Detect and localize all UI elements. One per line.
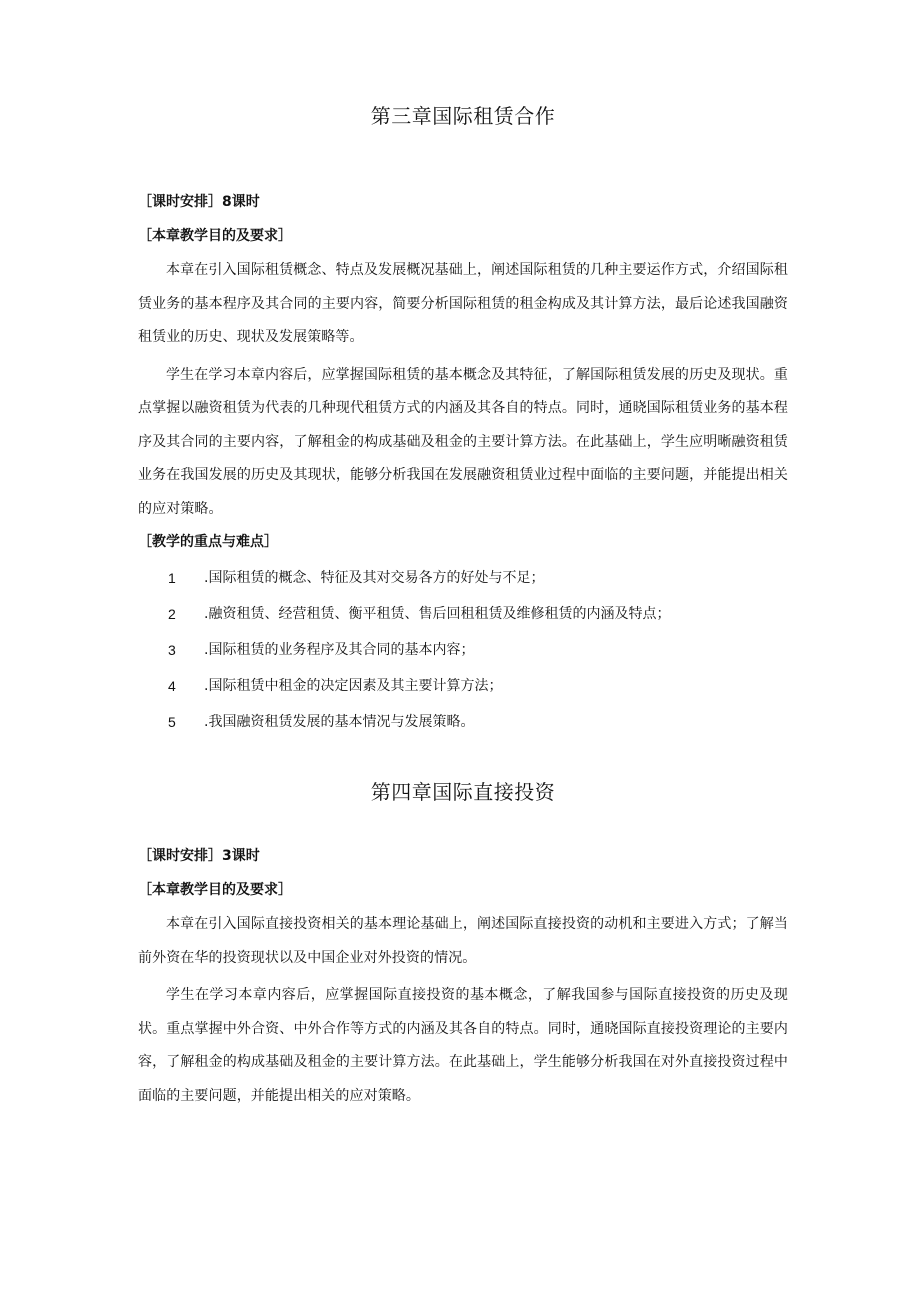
list-item-number: 4 bbox=[168, 678, 176, 694]
chapter-3-paragraph-1: 本章在引入国际租赁概念、特点及发展概况基础上，阐述国际租赁的几种主要运作方式，介绍国际租赁业务的基本程序及其合同的主要内容，简要分析国际租赁的租金构成及其计算方法，最后论述我国融资租赁业的历史、现状及发展策略等。 bbox=[138, 262, 788, 345]
chapter-3-section bbox=[138, 100, 788, 740]
list-item-number: 3 bbox=[168, 642, 176, 658]
chapter-4-paragraph-1: 本章在引入国际直接投资相关的基本理论基础上，阐述国际直接投资的动机和主要进入方式；了解当前外资在华的投资现状以及中国企业对外投资的情况。 bbox=[138, 916, 788, 966]
list-item-number: 2 bbox=[168, 606, 176, 622]
list-item bbox=[138, 704, 788, 740]
chapter-3-objectives-heading: ［本章教学目的及要求］ bbox=[138, 228, 292, 244]
list-item bbox=[138, 632, 788, 668]
schedule-value: 3课时 bbox=[222, 848, 260, 864]
list-item-text: .融资租赁、经营租赁、衡平租赁、售后回租租赁及维修租赁的内涵及特点； bbox=[204, 606, 671, 622]
chapter-3-keypoints-list bbox=[138, 560, 788, 740]
list-item-text: .我国融资租赁发展的基本情况与发展策略。 bbox=[204, 714, 475, 730]
chapter-4-paragraph-2: 学生在学习本章内容后，应掌握国际直接投资的基本概念，了解我国参与国际直接投资的历史及现状。重点掌握中外合资、中外合作等方式的内涵及其各自的特点。同时，通晓国际直接投资理论的主要内容，了解租金的构成基础及租金的主要计算方法。在此基础上，学生能够分析我国在对外直接投资过程中面临的主要问题，并能提出相关的应对策略。 bbox=[138, 987, 788, 1104]
list-item-text: .国际租赁的业务程序及其合同的基本内容； bbox=[204, 642, 475, 658]
schedule-label: ［课时安排］ bbox=[138, 848, 222, 864]
list-item bbox=[138, 560, 788, 596]
list-item-text: .国际租赁的概念、特征及其对交易各方的好处与不足； bbox=[204, 570, 545, 586]
chapter-3-keypoints-heading: ［教学的重点与难点］ bbox=[138, 534, 278, 550]
chapter-4-section bbox=[138, 776, 788, 1113]
schedule-label: ［课时安排］ bbox=[138, 194, 222, 210]
chapter-4-schedule bbox=[138, 844, 788, 868]
chapter-3-schedule bbox=[138, 190, 788, 214]
list-item-number: 5 bbox=[168, 714, 176, 730]
document-content bbox=[138, 100, 788, 1117]
list-item-text: .国际租赁中租金的决定因素及其主要计算方法； bbox=[204, 678, 503, 694]
list-item bbox=[138, 596, 788, 632]
chapter-3-title: 第三章国际租赁合作 bbox=[370, 104, 556, 128]
schedule-value: 8课时 bbox=[222, 194, 260, 210]
chapter-4-title: 第四章国际直接投资 bbox=[370, 780, 556, 804]
chapter-3-paragraph-2: 学生在学习本章内容后，应掌握国际租赁的基本概念及其特征，了解国际租赁发展的历史及现状。重点掌握以融资租赁为代表的几种现代租赁方式的内涵及其各自的特点。同时，通晓国际租赁业务的基本程序及其合同的主要内容，了解租金的构成基础及租金的主要计算方法。在此基础上，学生应明晰融资租赁业务在我国发展的历史及其现状，能够分析我国在发展融资租赁业过程中面临的主要问题，并能提出相关的应对策略。 bbox=[138, 366, 788, 517]
list-item bbox=[138, 668, 788, 704]
chapter-4-objectives-heading: ［本章教学目的及要求］ bbox=[138, 882, 292, 898]
list-item-number: 1 bbox=[168, 570, 176, 586]
